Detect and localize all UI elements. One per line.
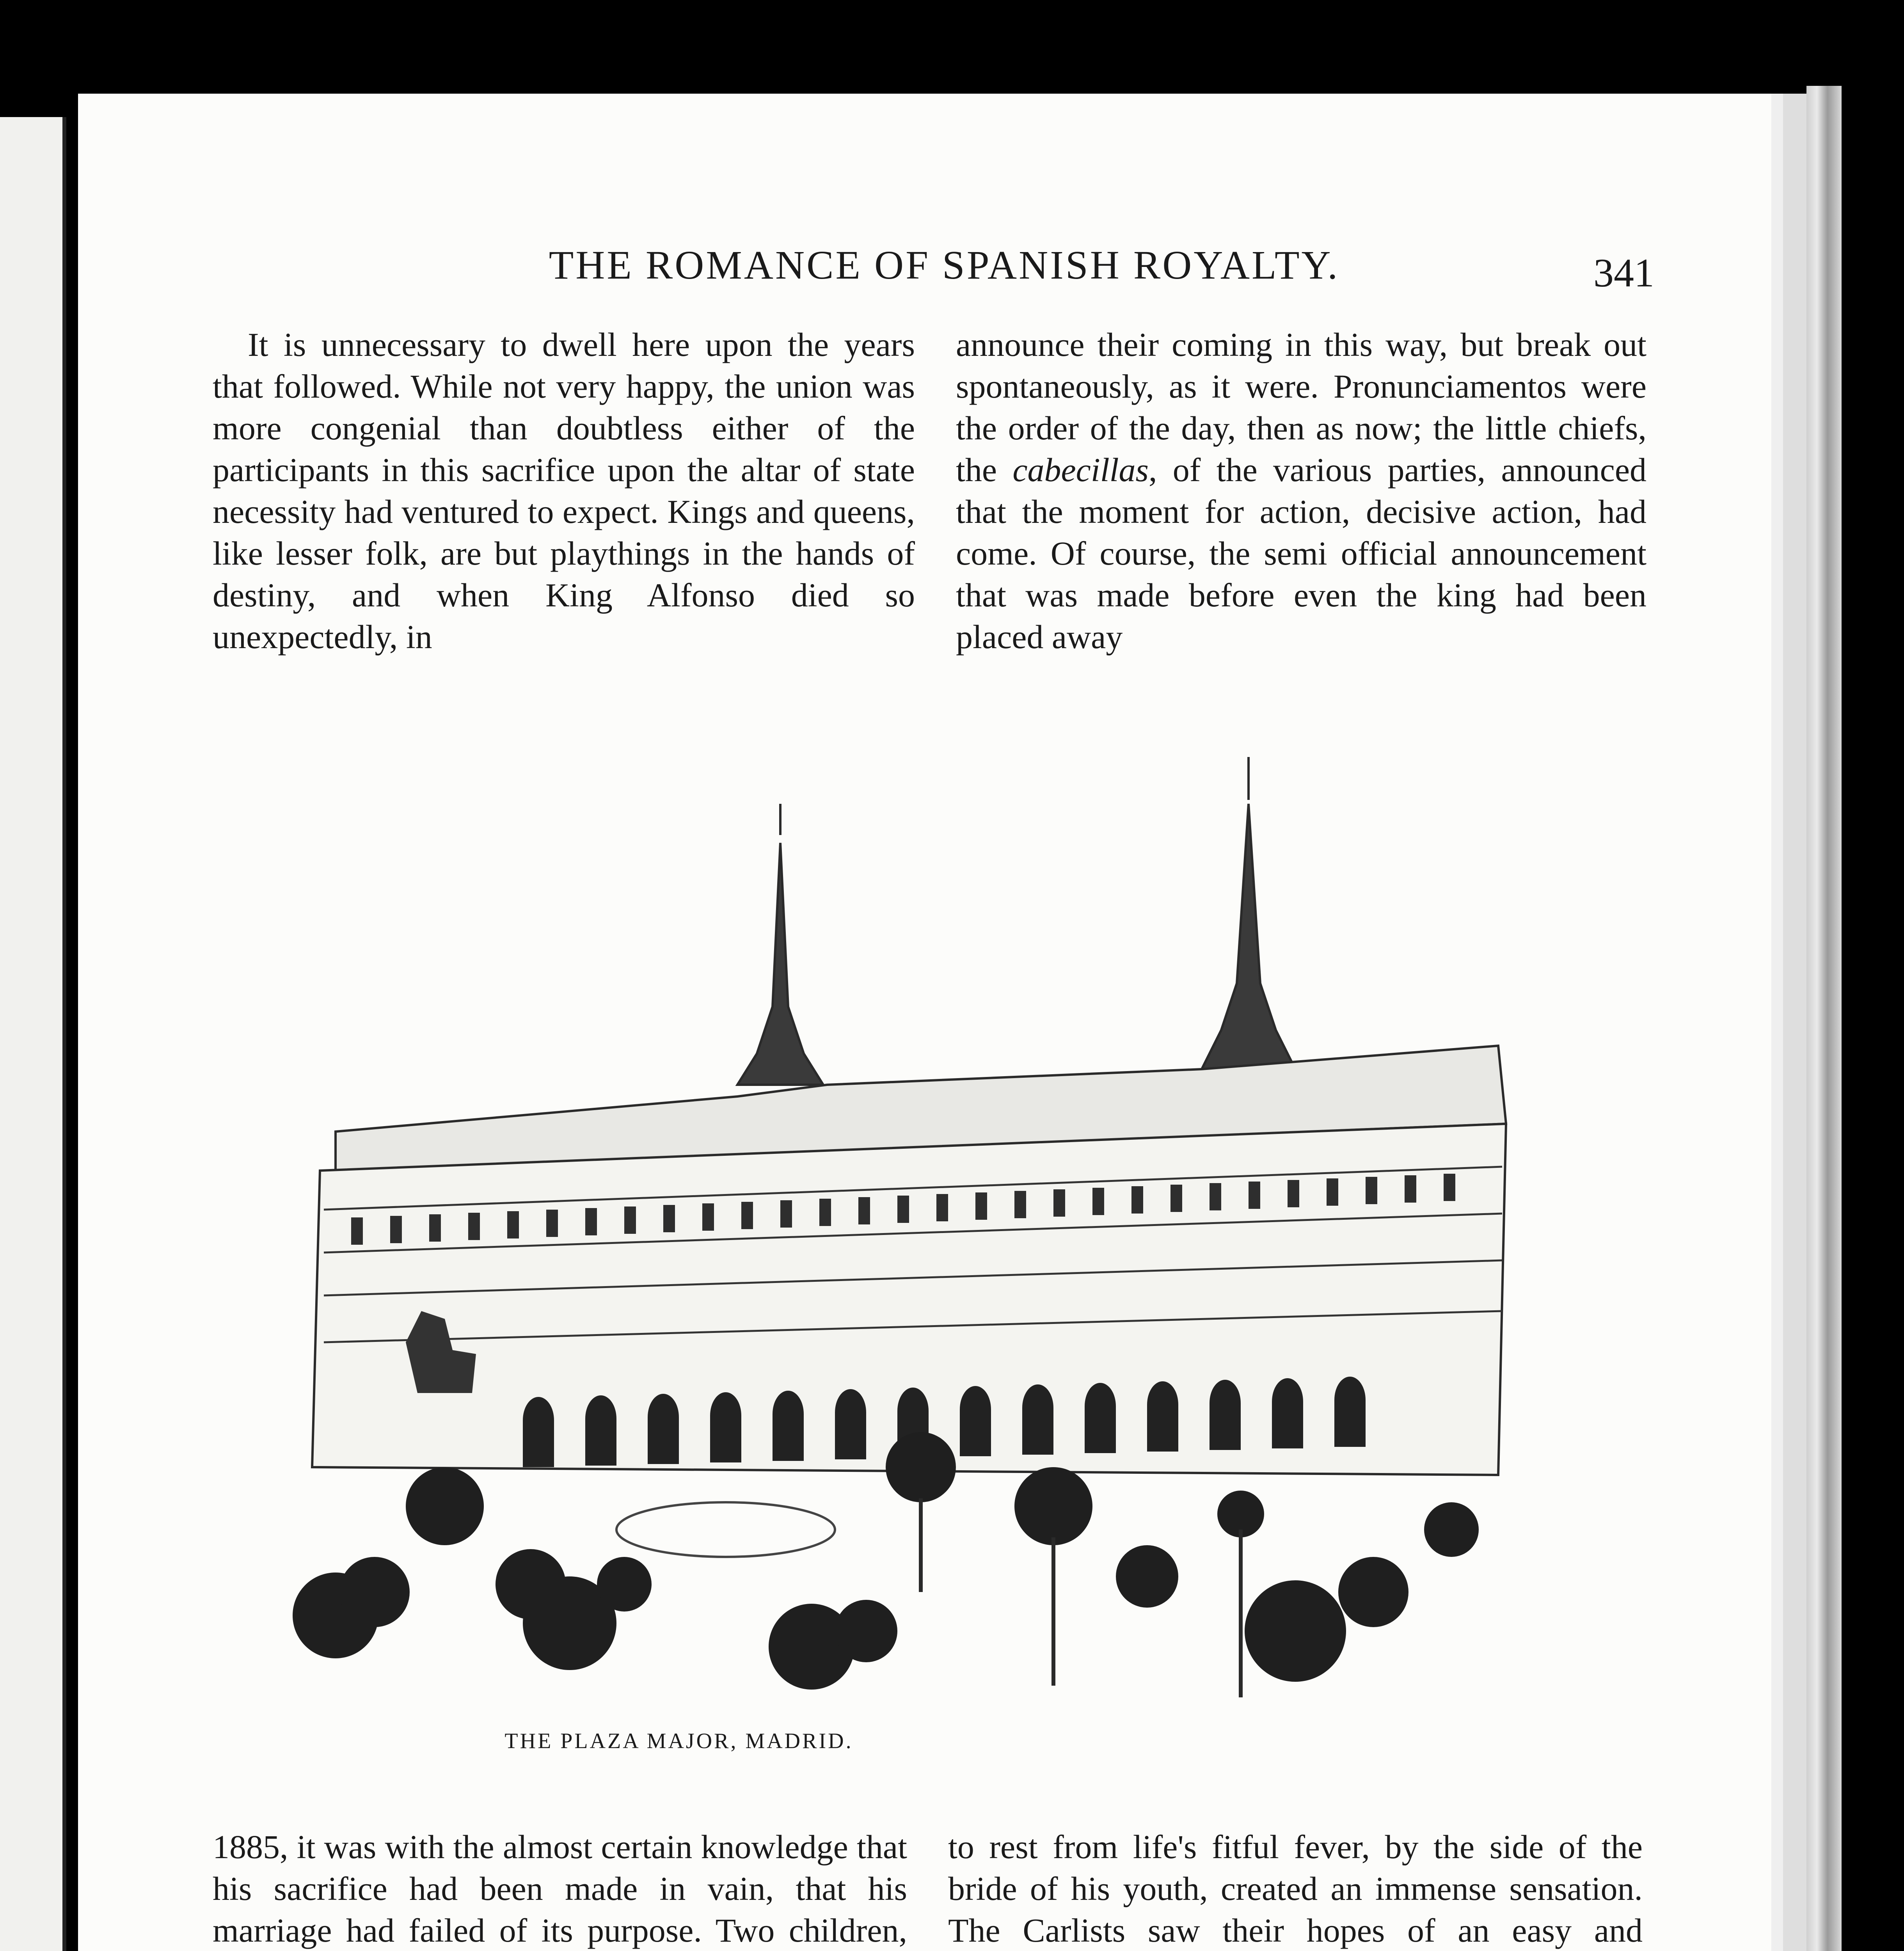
page-stack-edge — [1806, 86, 1842, 1951]
text-column-bottom-right — [948, 1826, 1643, 1951]
paragraph: to rest from life's fitful fever, by the side of the bride of his youth, created an immense sensation. The Carlists saw their hopes of an easy and — [948, 1828, 1643, 1949]
fountain — [616, 1502, 835, 1557]
left-spire — [737, 843, 823, 1085]
previous-page-edge — [0, 117, 66, 1951]
paragraph: It is unnecessary to dwell here upon the years that followed. While not very happy, the union was more congenial than doubtless either of the participants in this sacrifice upon the altar of state necessity had ventured to expect. Kings and queens, like lesser folk, are but playthings in the hands of destiny, and when King Alfonso died so unexpectedly, in — [213, 326, 915, 656]
italic-term: cabecillas — [1012, 451, 1149, 489]
plaza-major-illustration — [289, 734, 1553, 1748]
running-title: THE ROMANCE OF SPANISH ROYALTY. — [549, 243, 1340, 288]
text-column-top-right — [956, 324, 1646, 658]
text-column-top-left — [213, 324, 915, 658]
right-spire — [1202, 804, 1295, 1069]
text-run: , of the various parties, announced that the moment for action, decisive action, had come. Of course, the semi official announcement that was made before even the king had been placed away — [956, 451, 1646, 656]
paragraph — [956, 324, 1646, 658]
page-number: 341 — [1593, 251, 1654, 295]
text-run: announce their coming in this way, but break out spontaneously, as it were. Pronunciamentos were the order of the day, then as now; the little chiefs, the — [956, 326, 1646, 489]
illustration-caption: THE PLAZA MAJOR, MADRID. — [504, 1729, 853, 1753]
paragraph: 1885, it was with the almost certain knowledge that his sacrifice had been made in vain, that his marriage had failed of its purpose. Two children, — [213, 1828, 907, 1949]
text-column-bottom-left — [213, 1826, 907, 1951]
